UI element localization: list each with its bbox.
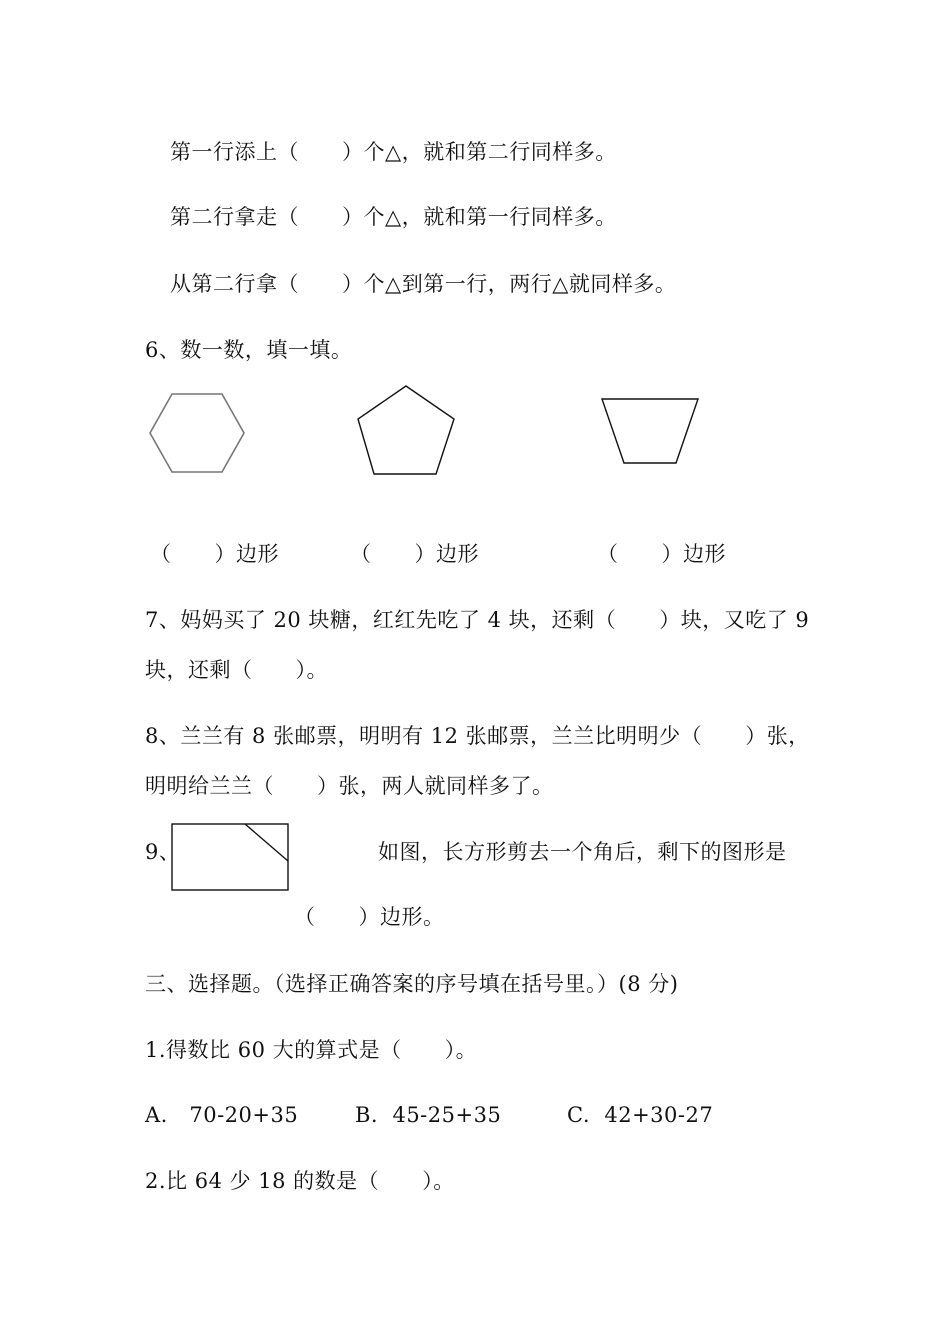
section3-heading: 三、选择题。（选择正确答案的序号填在括号里。）(8 分)	[145, 972, 679, 996]
q9-number: 9、	[145, 840, 181, 864]
q5-line-3: 从第二行拿（ ）个△到第一行，两行△就同样多。	[170, 272, 677, 296]
q6-blank-hexagon: （ ）边形	[150, 542, 280, 566]
q8-line-1: 8、兰兰有 8 张邮票，明明有 12 张邮票，兰兰比明明少（ ）张，	[145, 724, 810, 748]
pentagon-icon	[356, 384, 456, 476]
q7-line-2: 块，还剩（ ）。	[145, 658, 329, 682]
choice-q2: 2.比 64 少 18 的数是（ ）。	[145, 1169, 455, 1193]
choice-q1-option-a: A. 70-20+35	[145, 1103, 299, 1127]
q5-line-1: 第一行添上（ ）个△，就和第二行同样多。	[170, 140, 617, 164]
choice-q1-option-c: C. 42+30-27	[567, 1103, 714, 1127]
q6-title: 6、数一数，填一填。	[145, 338, 353, 362]
cut-rectangle-icon	[171, 823, 289, 891]
choice-q1-option-b: B. 45-25+35	[355, 1103, 502, 1127]
hexagon-icon	[148, 392, 246, 474]
q9-blank: （ ）边形。	[294, 905, 445, 929]
trapezoid-icon	[600, 397, 700, 465]
q5-line-2: 第二行拿走（ ）个△，就和第一行同样多。	[170, 205, 617, 229]
q9-text: 如图，长方形剪去一个角后，剩下的图形是	[378, 840, 787, 864]
q8-line-2: 明明给兰兰（ ）张，两人就同样多了。	[145, 774, 554, 798]
q6-blank-pentagon: （ ）边形	[350, 542, 480, 566]
q6-blank-trapezoid: （ ）边形	[597, 542, 727, 566]
q7-line-1: 7、妈妈买了 20 块糖，红红先吃了 4 块，还剩（ ）块，又吃了 9	[145, 608, 810, 632]
choice-q1: 1.得数比 60 大的算式是（ ）。	[145, 1038, 478, 1062]
